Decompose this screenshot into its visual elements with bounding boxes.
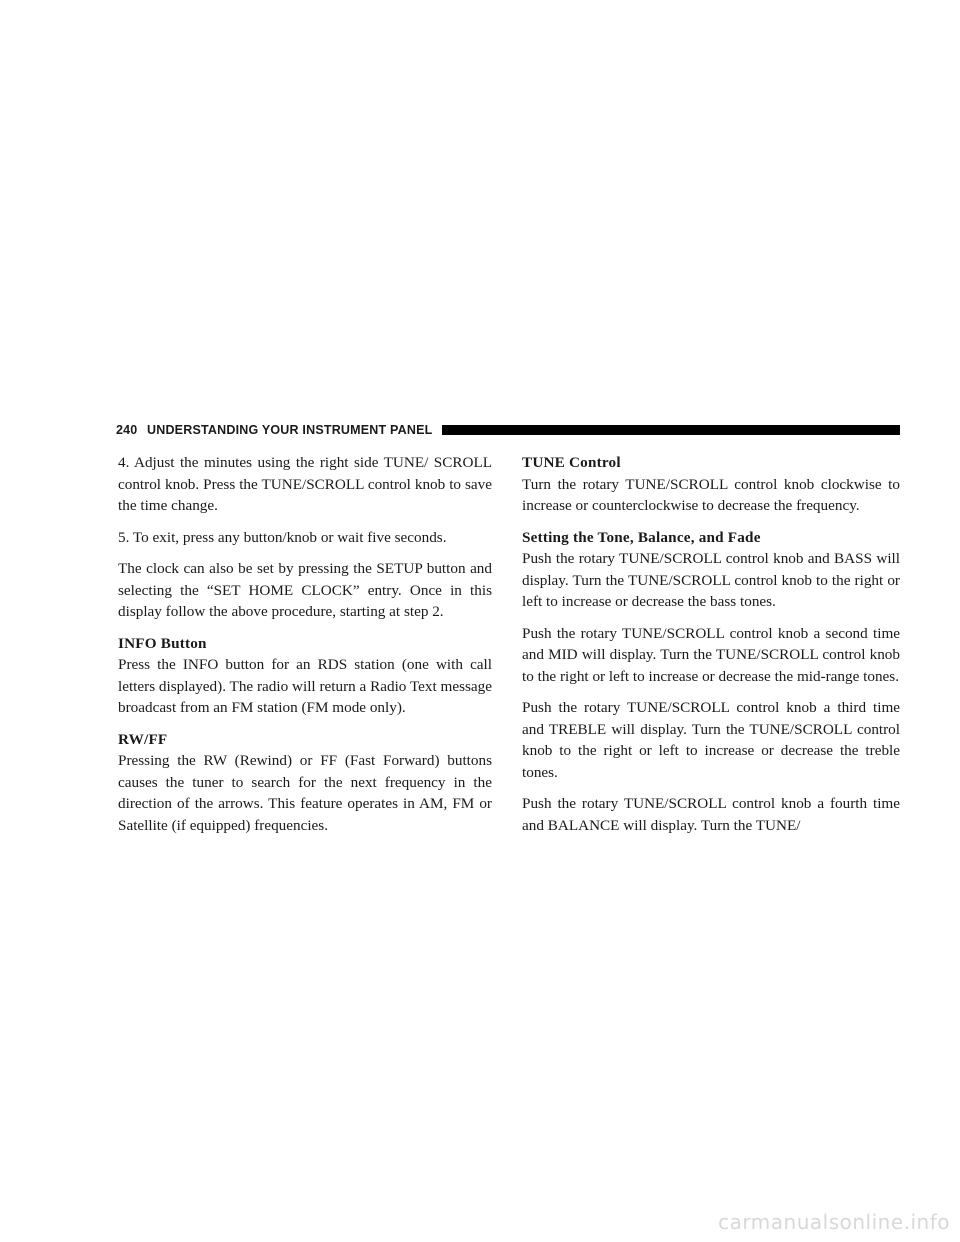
info-button-section <box>118 633 492 719</box>
tune-control-section <box>522 452 900 517</box>
tone-heading: Setting the Tone, Balance, and Fade <box>522 528 761 546</box>
right-column <box>522 452 900 846</box>
page-header <box>116 421 900 439</box>
rw-ff-heading: RW/FF <box>118 730 168 748</box>
left-column <box>118 452 492 846</box>
rw-ff-section <box>118 729 492 837</box>
mid-paragraph: Push the rotary TUNE/SCROLL control knob a second time and MID will display. Turn the TUNE/SCROLL control knob to the right or left to increase or decrease the mid-range tones. <box>522 624 900 685</box>
tone-text: Push the rotary TUNE/SCROLL control knob and BASS will display. Turn the TUNE/SCROLL control knob to the right or left to increase or decrease the bass tones. <box>522 550 900 610</box>
header-rule <box>442 425 900 435</box>
balance-paragraph: Push the rotary TUNE/SCROLL control knob a fourth time and BALANCE will display. Turn the TUNE/ <box>522 795 900 834</box>
step-4-paragraph: 4. Adjust the minutes using the right side TUNE/ SCROLL control knob. Press the TUNE/SCROLL control knob to save the time change. <box>118 454 492 514</box>
site-watermark: carmanualsonline.info <box>718 1210 950 1234</box>
treble-paragraph: Push the rotary TUNE/SCROLL control knob a third time and TREBLE will display. Turn the TUNE/SCROLL control knob to the right or left to increase or decrease the treble tones. <box>522 699 900 781</box>
rw-ff-text: Pressing the RW (Rewind) or FF (Fast Forward) buttons causes the tuner to search for the next frequency in the direction of the arrows. This feature operates in AM, FM or Satellite (if equipped) frequencies. <box>118 752 492 834</box>
tone-section <box>522 527 900 613</box>
info-button-text: Press the INFO button for an RDS station (one with call letters displayed). The radio will return a Radio Text message broadcast from an FM station (FM mode only). <box>118 656 492 716</box>
step-5-paragraph: 5. To exit, press any button/knob or wait five seconds. <box>118 528 447 546</box>
page-number: 240 <box>116 423 138 437</box>
tune-control-heading: TUNE Control <box>522 454 621 471</box>
info-button-heading: INFO Button <box>118 634 207 652</box>
section-title: UNDERSTANDING YOUR INSTRUMENT PANEL <box>147 423 433 437</box>
tune-control-text: Turn the rotary TUNE/SCROLL control knob clockwise to increase or counterclockwise to decrease the frequency. <box>522 475 900 514</box>
clock-setup-paragraph: The clock can also be set by pressing the SETUP button and selecting the “SET HOME CLOCK” entry. Once in this display follow the above procedure, starting at step 2. <box>118 560 492 620</box>
